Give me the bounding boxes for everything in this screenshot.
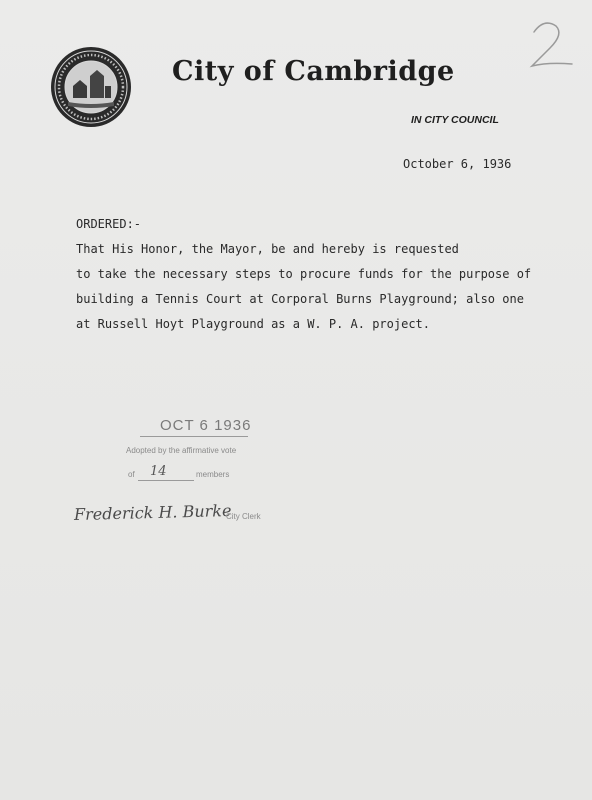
order-line-2: to take the necessary steps to procure funds for the purpose of [76, 267, 532, 281]
stamp-members-label: members [196, 470, 230, 479]
order-line-4: at Russell Hoyt Playground as a W. P. A. project. [76, 317, 431, 331]
vote-count-rule [138, 480, 194, 481]
council-label: IN CITY COUNCIL [411, 114, 499, 126]
clerk-signature: Frederick H. Burke [73, 500, 232, 525]
city-seal-icon [50, 46, 132, 128]
stamp-passed-text: Adopted by the affirmative vote [126, 446, 237, 455]
page-number-mark [520, 14, 580, 74]
stamp-rule [140, 436, 248, 437]
order-line-1: That His Honor, the Mayor, be and hereby is requested [76, 242, 459, 256]
stamp-date: OCT 6 1936 [160, 417, 252, 434]
city-title: City of Cambridge [172, 56, 455, 87]
clerk-title: City Clerk [226, 512, 261, 521]
stamp-of-label: of [128, 470, 135, 479]
order-line-3: building a Tennis Court at Corporal Burns Playground; also one [76, 292, 524, 306]
document-date: October 6, 1936 [403, 157, 512, 171]
ordered-heading: ORDERED:- [76, 217, 142, 231]
vote-count: 14 [150, 464, 167, 479]
